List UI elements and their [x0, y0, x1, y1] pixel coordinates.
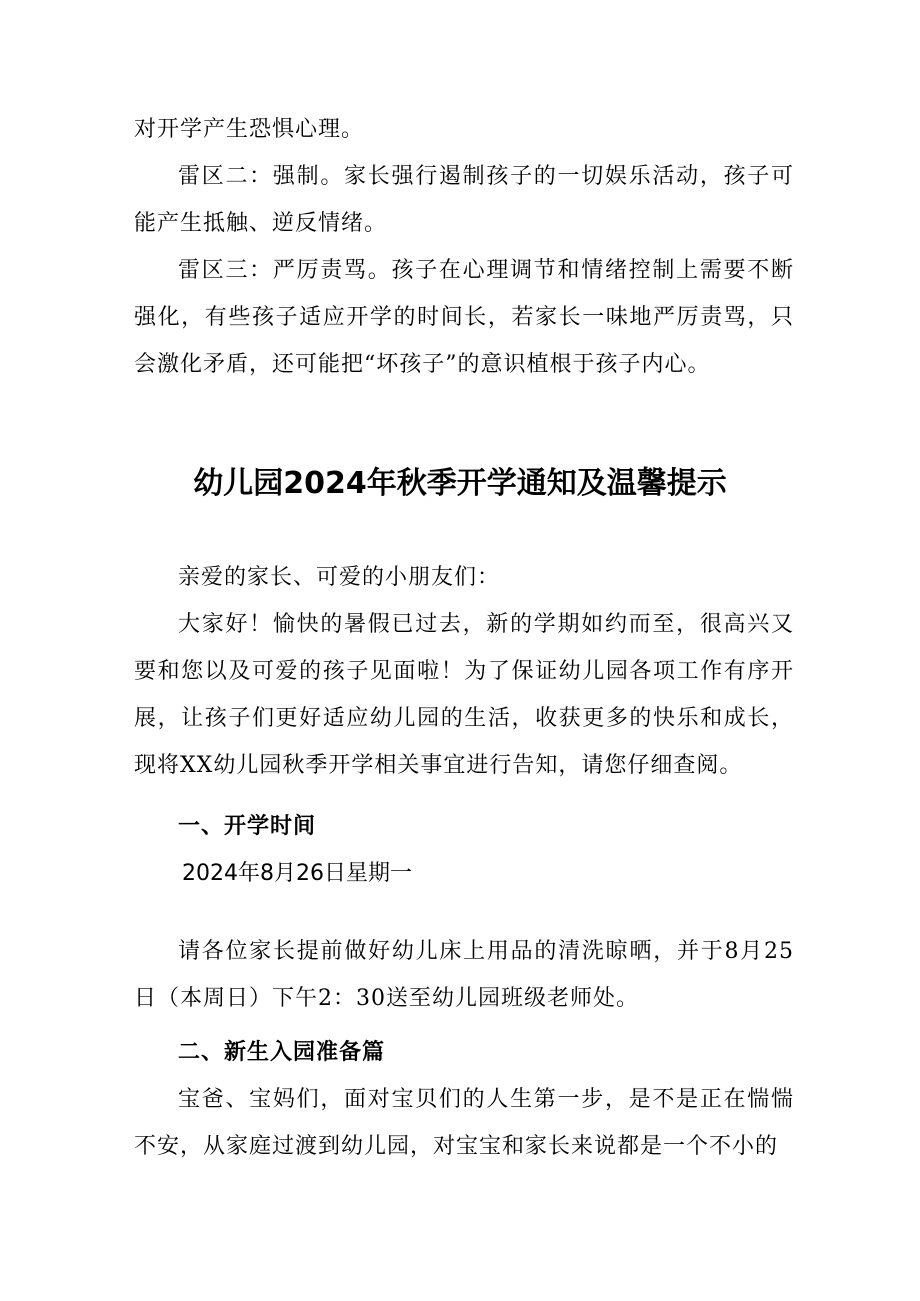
- salutation: 亲爱的家长、可爱的小朋友们：: [178, 565, 501, 590]
- paragraph-fear: 对开学产生恐惧心理。: [134, 117, 365, 142]
- section-heading-start-time: 一、开学时间: [178, 814, 317, 839]
- document-title: 幼儿园2024年秋季开学通知及温馨提示: [193, 466, 727, 501]
- paragraph-bedding: 请各位家长提前做好幼儿床上用品的清洗晾晒，并于8月25日（本周日）下午2：30送至幼儿园班级老师处。: [134, 939, 794, 1011]
- start-date: 2024年8月26日星期一: [182, 861, 412, 886]
- paragraph-minefield-two: 雷区二：强制。家长强行遏制孩子的一切娱乐活动，孩子可能产生抵触、逆反情绪。: [134, 164, 794, 236]
- section-heading-new-students: 二、新生入园准备篇: [178, 1040, 386, 1065]
- paragraph-minefield-three: 雷区三：严厉责骂。孩子在心理调节和情绪控制上需要不断强化，有些孩子适应开学的时间长，若家长一味地严厉责骂，只会激化矛盾，还可能把“坏孩子”的意识植根于孩子内心。: [134, 258, 794, 377]
- paragraph-new-students: 宝爸、宝妈们，面对宝贝们的人生第一步，是不是正在惴惴不安，从家庭过渡到幼儿园，对宝宝和家长来说都是一个不小的: [134, 1087, 794, 1159]
- paragraph-greeting: 大家好！愉快的暑假已过去，新的学期如约而至，很高兴又要和您以及可爱的孩子见面啦！为了保证幼儿园各项工作有序开展，让孩子们更好适应幼儿园的生活，收获更多的快乐和成长，现将XX幼儿园秋季开学相关事宜进行告知，请您仔细查阅。: [134, 612, 794, 778]
